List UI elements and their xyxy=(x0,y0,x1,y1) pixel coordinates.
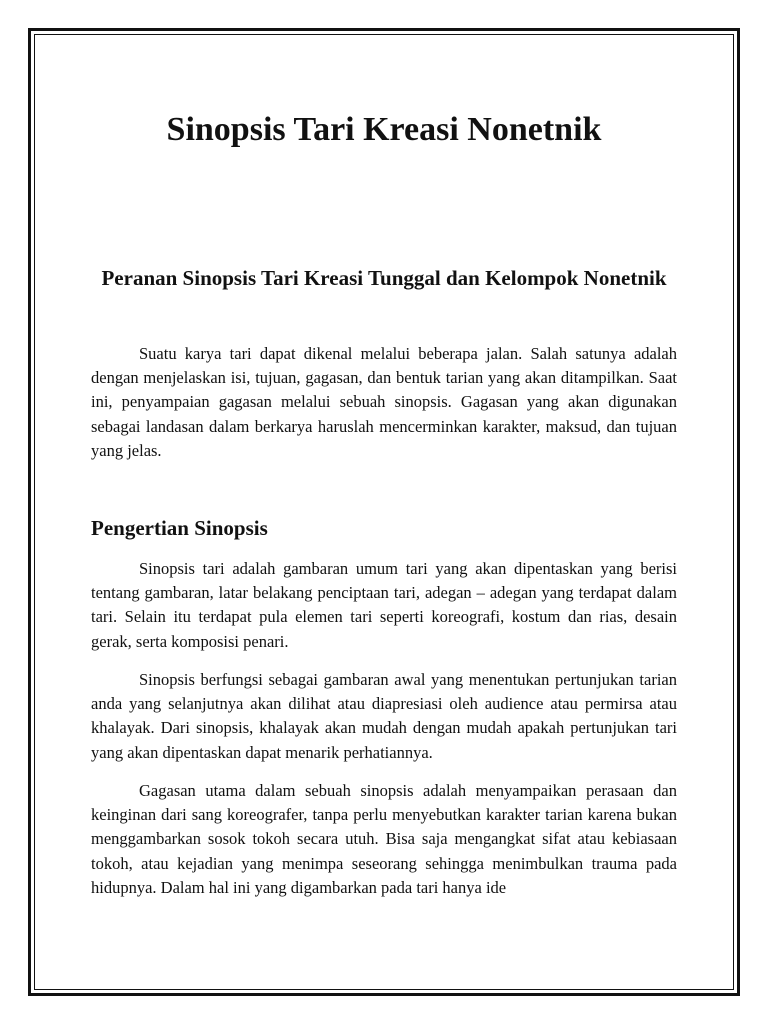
paragraph-pengertian-3: Gagasan utama dalam sebuah sinopsis adalah menyampaikan perasaan dan keinginan dari sang koreografer, tanpa perlu menyebutkan karakter tarian karena bukan menggambarkan sosok tokoh secara utuh. Bisa saja mengangkat sifat atau kebiasaan tokoh, atau kejadian yang menimpa seseorang sehingga menimbulkan trauma pada hidupnya. Dalam hal ini yang digambarkan pada tari hanya ide xyxy=(91,781,677,897)
paragraph-peranan-1: Suatu karya tari dapat dikenal melalui beberapa jalan. Salah satunya adalah dengan menjelaskan isi, tujuan, gagasan, dan bentuk tarian yang akan ditampilkan. Saat ini, penyampaian gagasan melalui sebuah sinopsis. Gagasan yang akan digunakan sebagai landasan dalam berkarya haruslah mencerminkan karakter, maksud, dan tujuan yang jelas. xyxy=(91,344,677,460)
paragraph-pengertian-1: Sinopsis tari adalah gambaran umum tari yang akan dipentaskan yang berisi tentang gambaran, latar belakang penciptaan tari, adegan – adegan yang terdapat dalam tari. Selain itu terdapat pula elemen tari seperti koreografi, kostum dan rias, desain gerak, serta komposisi penari. xyxy=(91,559,677,651)
section-heading-peranan: Peranan Sinopsis Tari Kreasi Tunggal dan Kelompok Nonetnik xyxy=(101,266,667,290)
section-heading-pengertian: Pengertian Sinopsis xyxy=(91,516,268,540)
document-title: Sinopsis Tari Kreasi Nonetnik xyxy=(166,111,602,148)
paragraph-pengertian-2: Sinopsis berfungsi sebagai gambaran awal yang menentukan pertunjukan tarian anda yang selanjutnya akan dilihat atau diapresiasi oleh audience atau permirsa atau khalayak. Dari sinopsis, khalayak akan mudah dengan mudah apakah pertunjukan tari yang akan dipentaskan dapat menarik perhatiannya. xyxy=(91,670,677,762)
